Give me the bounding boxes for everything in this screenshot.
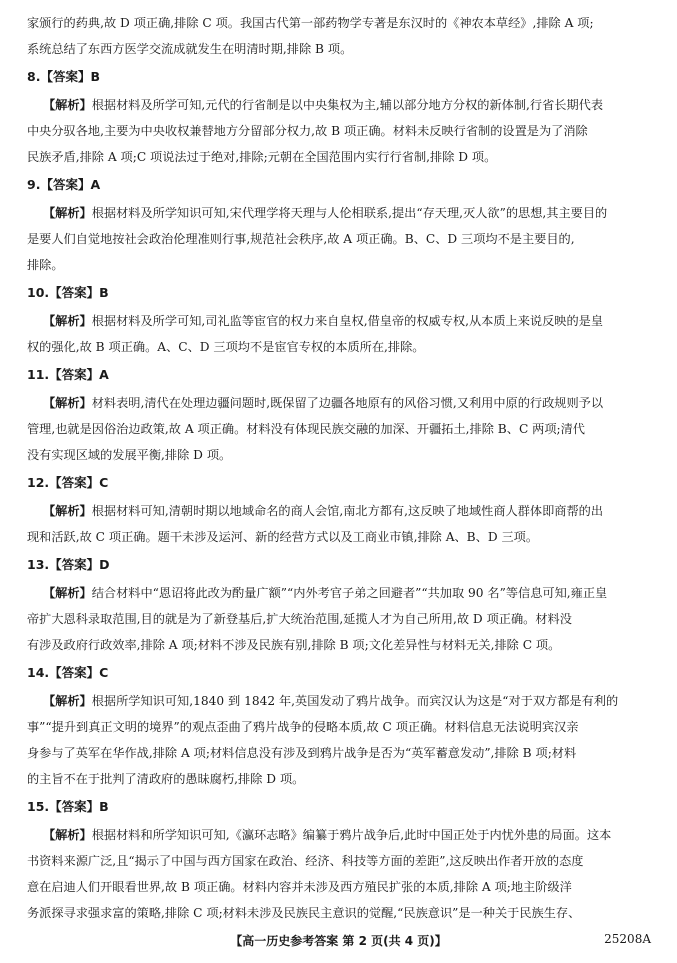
analysis-line <box>27 822 653 848</box>
question-number: 13. <box>27 557 50 572</box>
intro-paragraph <box>27 10 653 62</box>
answer-item <box>27 550 653 658</box>
analysis-line: 有涉及政府行政效率,排除 A 项;材料不涉及民族有别,排除 B 项;文化差异性与材料无关,排除 C 项。 <box>27 638 561 652</box>
answer-letter: B <box>99 285 109 300</box>
answer-tag: 【答案】 <box>49 799 100 814</box>
intro-line: 系统总结了东西方医学交流成就发生在明清时期,排除 B 项。 <box>27 42 353 56</box>
intro-line: 家颁行的药典,故 D 项正确,排除 C 项。我国古代第一部药物学专著是东汉时的《神农本草经》,排除 A 项; <box>27 16 594 30</box>
analysis-line: 民族矛盾,排除 A 项;C 项说法过于绝对,排除;元朝在全国范围内实行行省制,排除 D 项。 <box>27 150 497 164</box>
analysis-line <box>27 688 653 714</box>
analysis-line: 意在启迪人们开眼看世界,故 B 项正确。材料内容并未涉及西方殖民扩张的本质,排除 A 项;地主阶级洋 <box>27 880 572 894</box>
question-number: 14. <box>27 665 50 680</box>
answer-tag: 【答案】 <box>49 285 100 300</box>
analysis-tag: 【解析】 <box>43 504 92 518</box>
answer-heading <box>27 62 653 92</box>
answer-heading <box>27 658 653 688</box>
answer-heading <box>27 550 653 580</box>
analysis-text: 根据所学知识可知,1840 到 1842 年,英国发动了鸦片战争。而宾汉认为这是“对于双方都是有利的 <box>91 694 619 708</box>
analysis-line: 权的强化,故 B 项正确。A、C、D 三项均不是宦官专权的本质所在,排除。 <box>27 340 425 354</box>
answer-item <box>27 360 653 468</box>
analysis-text: 根据材料和所学知识可知,《瀛环志略》编纂于鸦片战争后,此时中国正处于内忧外患的局面。这本 <box>91 828 612 842</box>
answer-items <box>27 62 653 926</box>
answer-heading <box>27 468 653 498</box>
analysis-tag: 【解析】 <box>43 586 92 600</box>
answer-heading <box>27 170 653 200</box>
analysis-line <box>27 580 653 606</box>
analysis-line <box>27 390 653 416</box>
analysis-line <box>27 308 653 334</box>
question-number: 8. <box>27 69 41 84</box>
question-number: 10. <box>27 285 50 300</box>
answer-heading <box>27 278 653 308</box>
analysis-line: 书资料来源广泛,且“揭示了中国与西方国家在政治、经济、科技等方面的差距”,这反映出作者开放的态度 <box>27 854 584 868</box>
answer-letter: C <box>99 665 109 680</box>
answer-letter: A <box>99 367 109 382</box>
question-number: 9. <box>27 177 41 192</box>
analysis-text: 根据材料及所学可知,元代的行省制是以中央集权为主,辅以部分地方分权的新体制,行省长期代表 <box>91 98 604 112</box>
analysis-line: 身参与了英军在华作战,排除 A 项;材料信息没有涉及到鸦片战争是否为“英军蓄意发动”,排除 B 项;材料 <box>27 746 577 760</box>
answer-item <box>27 658 653 792</box>
analysis-line: 排除。 <box>27 258 64 272</box>
analysis-tag: 【解析】 <box>43 694 92 708</box>
analysis-tag: 【解析】 <box>43 396 92 410</box>
answer-letter: C <box>99 475 109 490</box>
analysis-text: 根据材料及所学知识可知,宋代理学将天理与人伦相联系,提出“存天理,灭人欲”的思想,其主要目的 <box>91 206 608 220</box>
answer-heading <box>27 792 653 822</box>
answer-tag: 【答案】 <box>40 69 91 84</box>
question-number: 11. <box>27 367 50 382</box>
analysis-text: 结合材料中“恩诏将此改为酌量广额”“内外考官子弟之回避者”“共加取 90 名”等信息可知,雍正皇 <box>91 586 608 600</box>
footer-doc-code: 25208A <box>604 932 651 946</box>
answer-tag: 【答案】 <box>49 557 100 572</box>
answer-tag: 【答案】 <box>49 665 100 680</box>
analysis-line: 事”“提升到真正文明的境界”的观点歪曲了鸦片战争的侵略本质,故 C 项正确。材料信息无法说明宾汉亲 <box>27 720 579 734</box>
answer-letter: A <box>90 177 101 192</box>
analysis-text: 材料表明,清代在处理边疆问题时,既保留了边疆各地原有的风俗习惯,又利用中原的行政规则予以 <box>91 396 604 410</box>
answer-letter: B <box>99 799 109 814</box>
analysis-line: 帝扩大恩科录取范围,目的就是为了新登基后,扩大统治范围,延揽人才为自己所用,故 D 项正确。材料没 <box>27 612 572 626</box>
answer-item <box>27 468 653 550</box>
analysis-line <box>27 92 653 118</box>
answer-item <box>27 170 653 278</box>
analysis-tag: 【解析】 <box>43 206 92 220</box>
analysis-text: 根据材料及所学可知,司礼监等宦官的权力来自皇权,借皇帝的权威专权,从本质上来说反映的是皇 <box>91 314 604 328</box>
analysis-line <box>27 498 653 524</box>
analysis-line: 没有实现区域的发展平衡,排除 D 项。 <box>27 448 232 462</box>
answer-item <box>27 278 653 360</box>
analysis-text: 根据材料可知,清朝时期以地域命名的商人会馆,南北方都有,这反映了地域性商人群体即商帮的出 <box>91 504 604 518</box>
question-number: 15. <box>27 799 50 814</box>
analysis-tag: 【解析】 <box>43 314 92 328</box>
answer-letter: D <box>99 557 110 572</box>
analysis-tag: 【解析】 <box>43 98 92 112</box>
analysis-line: 的主旨不在于批判了清政府的愚昧腐朽,排除 D 项。 <box>27 772 305 786</box>
answer-tag: 【答案】 <box>49 475 100 490</box>
answer-item <box>27 62 653 170</box>
answer-heading <box>27 360 653 390</box>
analysis-line: 管理,也就是因俗治边政策,故 A 项正确。材料没有体现民族交融的加深、开疆拓土,排除 B、C 两项;清代 <box>27 422 585 436</box>
answer-item <box>27 792 653 926</box>
analysis-line: 现和活跃,故 C 项正确。题干未涉及运河、新的经营方式以及工商业市镇,排除 A、B、D 三项。 <box>27 530 539 544</box>
answer-tag: 【答案】 <box>40 177 91 192</box>
analysis-tag: 【解析】 <box>43 828 92 842</box>
analysis-line <box>27 200 653 226</box>
answer-key-body <box>27 10 653 926</box>
analysis-line: 中央分驭各地,主要为中央收权兼替地方分留部分权力,故 B 项正确。材料未反映行省制的设置是为了消除 <box>27 124 588 138</box>
answer-letter: B <box>90 69 100 84</box>
answer-tag: 【答案】 <box>49 367 100 382</box>
footer-page-info: 【高一历史参考答案 第 2 页(共 4 页)】 <box>230 934 447 948</box>
question-number: 12. <box>27 475 50 490</box>
analysis-line: 务派探寻求强求富的策略,排除 C 项;材料未涉及民族民主意识的觉醒,“民族意识”是一种关于民族生存、 <box>27 906 581 920</box>
analysis-line: 是要人们自觉地按社会政治伦理准则行事,规范社会秩序,故 A 项正确。B、C、D 三项均不是主要目的, <box>27 232 575 246</box>
